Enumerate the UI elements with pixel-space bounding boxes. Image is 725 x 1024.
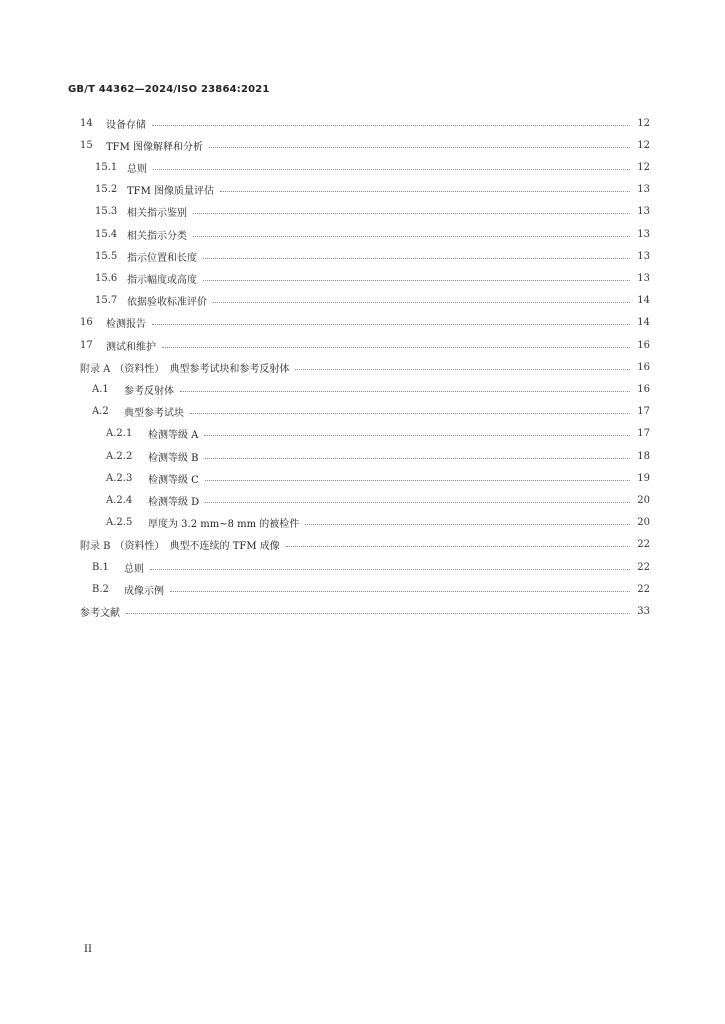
toc-number: A.2.1 xyxy=(106,428,133,440)
toc-row-b-1[interactable] xyxy=(92,559,650,575)
toc-title: 检测等级 D xyxy=(148,496,200,508)
toc-page-number: 18 xyxy=(637,450,650,462)
toc-row-a-2[interactable] xyxy=(92,404,650,420)
toc-row-15-4[interactable] xyxy=(95,226,650,242)
toc-leader-dots xyxy=(152,125,630,126)
toc-leader-dots xyxy=(150,569,630,570)
toc-title: 检测等级 B xyxy=(148,452,199,464)
toc-row-16[interactable] xyxy=(80,315,650,331)
toc-row-a-2-1[interactable] xyxy=(106,426,650,442)
toc-title: 检测等级 C xyxy=(148,474,199,486)
toc-row-annex-a[interactable] xyxy=(80,359,650,375)
toc-leader-dots xyxy=(213,302,630,303)
toc-leader-dots xyxy=(193,213,630,214)
toc-page-number: 13 xyxy=(637,206,650,218)
toc-page-number: 20 xyxy=(637,517,650,529)
toc-title: TFM 图像质量评估 xyxy=(127,186,215,198)
toc-title: （资料性） 典型参考试块和参考反射体 xyxy=(114,363,290,375)
toc-number: A.2.3 xyxy=(106,472,133,484)
toc-title: 指示幅度或高度 xyxy=(127,274,197,286)
toc-page-number: 20 xyxy=(637,494,650,506)
toc-leader-dots xyxy=(204,435,630,436)
toc-leader-dots xyxy=(305,524,630,525)
toc-number: 14 xyxy=(80,117,93,129)
toc-title: 总则 xyxy=(127,163,147,175)
toc-page-number: 17 xyxy=(637,406,650,418)
toc-row-17[interactable] xyxy=(80,337,650,353)
toc-row-bibliography[interactable] xyxy=(80,603,650,619)
toc-title: 检测报告 xyxy=(106,319,146,331)
toc-number: A.1 xyxy=(92,383,109,395)
toc-title: 指示位置和长度 xyxy=(127,252,197,264)
toc-title: 相关指示鉴别 xyxy=(127,208,187,220)
toc-leader-dots xyxy=(193,236,630,237)
toc-row-15-6[interactable] xyxy=(95,270,650,286)
toc-page-number: 13 xyxy=(637,250,650,262)
toc-page-number: 13 xyxy=(637,184,650,196)
toc-leader-dots xyxy=(180,391,630,392)
toc-leader-dots xyxy=(162,347,630,348)
toc-leader-dots xyxy=(205,502,630,503)
toc-title: 总则 xyxy=(124,563,144,575)
toc-title: 相关指示分类 xyxy=(127,230,187,242)
toc-leader-dots xyxy=(205,458,630,459)
toc-number: 16 xyxy=(80,317,93,329)
toc-row-15-3[interactable] xyxy=(95,204,650,220)
toc-number: A.2.2 xyxy=(106,450,133,462)
toc-title: 厚度为 3.2 mm~8 mm 的被检件 xyxy=(148,519,300,531)
toc-leader-dots xyxy=(295,369,630,370)
toc-title: 典型参考试块 xyxy=(124,408,184,420)
toc-page-number: 22 xyxy=(637,561,650,573)
toc-page-number: 16 xyxy=(637,383,650,395)
toc-page-number: 17 xyxy=(637,428,650,440)
toc-title: 参考反射体 xyxy=(124,385,174,397)
toc-leader-dots xyxy=(126,613,630,614)
toc-number: B.2 xyxy=(92,583,109,595)
toc-number: 15.3 xyxy=(95,206,118,218)
toc-leader-dots xyxy=(203,258,630,259)
toc-page-number: 13 xyxy=(637,228,650,240)
toc-title: TFM 图像解释和分析 xyxy=(106,141,204,153)
toc-leader-dots xyxy=(153,169,630,170)
toc-row-15-1[interactable] xyxy=(95,159,650,175)
toc-number: 附录 A xyxy=(80,363,111,375)
toc-row-15-5[interactable] xyxy=(95,248,650,264)
toc-page-number: 19 xyxy=(637,472,650,484)
toc-row-15[interactable] xyxy=(80,137,650,153)
toc-row-a-2-5[interactable] xyxy=(106,515,650,531)
toc-number: A.2.4 xyxy=(106,494,133,506)
toc-page-number: 12 xyxy=(637,139,650,151)
toc-leader-dots xyxy=(170,591,630,592)
toc-number: B.1 xyxy=(92,561,109,573)
toc-leader-dots xyxy=(205,480,630,481)
toc-page-number: 14 xyxy=(637,317,650,329)
toc-row-annex-b[interactable] xyxy=(80,537,650,553)
toc-row-a-1[interactable] xyxy=(92,381,650,397)
toc-page-number: 22 xyxy=(637,583,650,595)
toc-title: （资料性） 典型不连续的 TFM 成像 xyxy=(114,541,280,553)
toc-row-15-7[interactable] xyxy=(95,293,650,309)
toc-row-15-2[interactable] xyxy=(95,182,650,198)
toc-row-a-2-3[interactable] xyxy=(106,470,650,486)
toc-title: 成像示例 xyxy=(124,585,164,597)
toc-title: 设备存储 xyxy=(106,119,146,131)
toc-page-number: 16 xyxy=(637,339,650,351)
toc-leader-dots xyxy=(203,280,630,281)
toc-page-number: 13 xyxy=(637,272,650,284)
toc-row-14[interactable] xyxy=(80,115,650,131)
toc-row-a-2-4[interactable] xyxy=(106,492,650,508)
toc-title: 参考文献 xyxy=(80,607,120,619)
document-header: GB/T 44362—2024/ISO 23864:2021 xyxy=(68,84,270,95)
toc-number: A.2 xyxy=(92,406,109,418)
toc-number: 15.5 xyxy=(95,250,118,262)
toc-page-number: 33 xyxy=(637,605,650,617)
toc-number: 17 xyxy=(80,339,93,351)
toc-number: 15 xyxy=(80,139,93,151)
toc-number: 15.6 xyxy=(95,272,118,284)
toc-leader-dots xyxy=(286,546,630,547)
toc-row-a-2-2[interactable] xyxy=(106,448,650,464)
toc-page-number: 12 xyxy=(637,117,650,129)
toc-title: 依据验收标准评价 xyxy=(127,297,207,309)
toc-page-number: 12 xyxy=(637,161,650,173)
toc-number: 15.2 xyxy=(95,184,118,196)
toc-leader-dots xyxy=(209,147,630,148)
toc-number: 15.4 xyxy=(95,228,118,240)
toc-leader-dots xyxy=(220,191,630,192)
toc-leader-dots xyxy=(190,413,630,414)
toc-title: 测试和维护 xyxy=(106,341,156,353)
toc-page-number: 14 xyxy=(637,295,650,307)
toc-number: 附录 B xyxy=(80,541,111,553)
toc-leader-dots xyxy=(152,324,630,325)
toc-number: A.2.5 xyxy=(106,517,133,529)
toc-page-number: 16 xyxy=(637,361,650,373)
page-number: II xyxy=(84,944,92,955)
toc-number: 15.7 xyxy=(95,295,118,307)
toc-page-number: 22 xyxy=(637,539,650,551)
toc-title: 检测等级 A xyxy=(148,430,199,442)
toc-number: 15.1 xyxy=(95,161,118,173)
toc-row-b-2[interactable] xyxy=(92,581,650,597)
